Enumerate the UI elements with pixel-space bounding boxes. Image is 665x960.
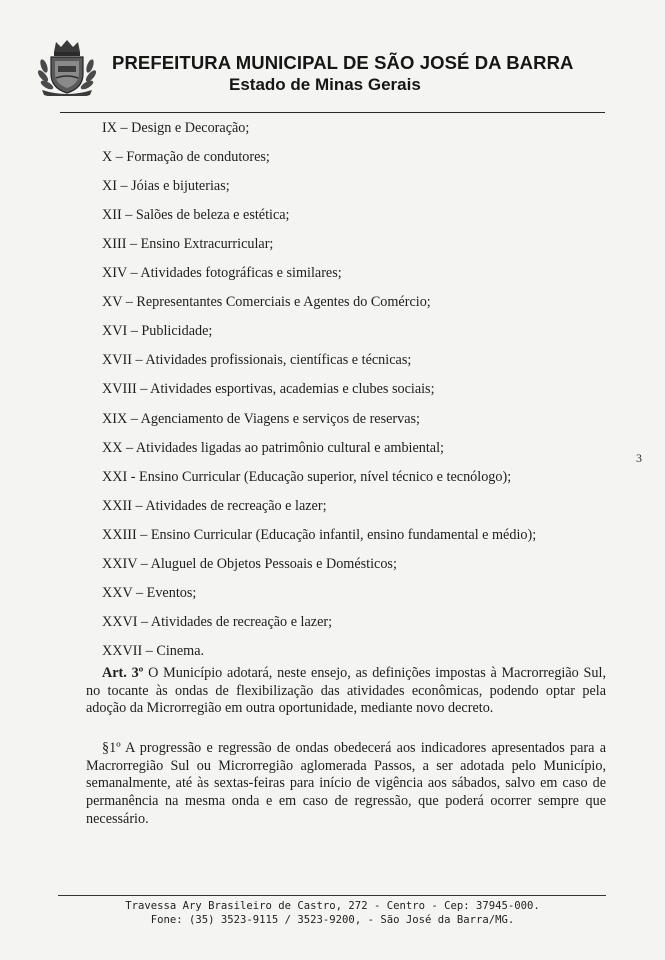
article-3-paragraph: [86, 665, 606, 718]
article-3-text: O Município adotará, neste ensejo, as definições impostas à Macrorregião Sul, no tocante às ondas de flexibilização das atividades econômicas, podendo optar pela adoção da Microrregião em outra oportunidade, mediante novo decreto.: [86, 665, 606, 717]
state-subtitle: Estado de Minas Gerais: [229, 75, 421, 94]
list-item: XXIV – Aluguel de Objetos Pessoais e Domésticos;: [102, 555, 397, 572]
list-item: XXVI – Atividades de recreação e lazer;: [102, 613, 333, 630]
footer-address: Travessa Ary Brasileiro de Castro, 272 - Centro - Cep: 37945-000.: [125, 900, 540, 912]
list-item: X – Formação de condutores;: [102, 149, 270, 166]
header-divider: [60, 112, 605, 113]
paragraph-1: [86, 740, 606, 829]
list-item: IX – Design e Decoração;: [102, 120, 250, 136]
list-item: XVII – Atividades profissionais, científicas e técnicas;: [102, 352, 412, 369]
list-item: XIV – Atividades fotográficas e similares;: [102, 265, 342, 282]
footer-divider: [58, 895, 606, 896]
list-item: XIX – Agenciamento de Viagens e serviços de reservas;: [102, 410, 420, 427]
list-item: XXVII – Cinema.: [102, 642, 205, 659]
list-item: XI – Jóias e bijuterias;: [102, 178, 230, 195]
list-item: XVI – Publicidade;: [102, 323, 213, 340]
article-3-label: Art. 3º: [102, 665, 144, 681]
municipal-coat-of-arms-icon: [38, 38, 96, 96]
municipality-title: PREFEITURA MUNICIPAL DE SÃO JOSÉ DA BARRA: [112, 52, 574, 73]
list-item: XIII – Ensino Extracurricular;: [102, 236, 274, 253]
paragraph-1-text: §1º A progressão e regressão de ondas obedecerá aos indicadores apresentados para a Macrorregião Sul ou Microrregião aglomerada Passos, a ser adotada pelo Município, semanalmente, até às sextas-feiras para início de vigência aos sábados, salvo em caso de permanência na mesma onda e em caso de regressão, que poderá ocorrer sempre que necessário.: [86, 740, 606, 827]
list-item: XX – Atividades ligadas ao patrimônio cultural e ambiental;: [102, 439, 444, 456]
list-item: XVIII – Atividades esportivas, academias e clubes sociais;: [102, 381, 435, 398]
list-item: XXIII – Ensino Curricular (Educação infantil, ensino fundamental e médio);: [102, 526, 537, 543]
list-item: XXI - Ensino Curricular (Educação superior, nível técnico e tecnólogo);: [102, 468, 512, 485]
list-item: XII – Salões de beleza e estética;: [102, 207, 290, 224]
list-item: XV – Representantes Comerciais e Agentes do Comércio;: [102, 294, 431, 311]
list-item: XXV – Eventos;: [102, 584, 197, 601]
page-number: 3: [636, 451, 642, 465]
footer-phone: Fone: (35) 3523-9115 / 3523-9200, - São José da Barra/MG.: [150, 914, 515, 926]
list-item: XXII – Atividades de recreação e lazer;: [102, 497, 327, 514]
